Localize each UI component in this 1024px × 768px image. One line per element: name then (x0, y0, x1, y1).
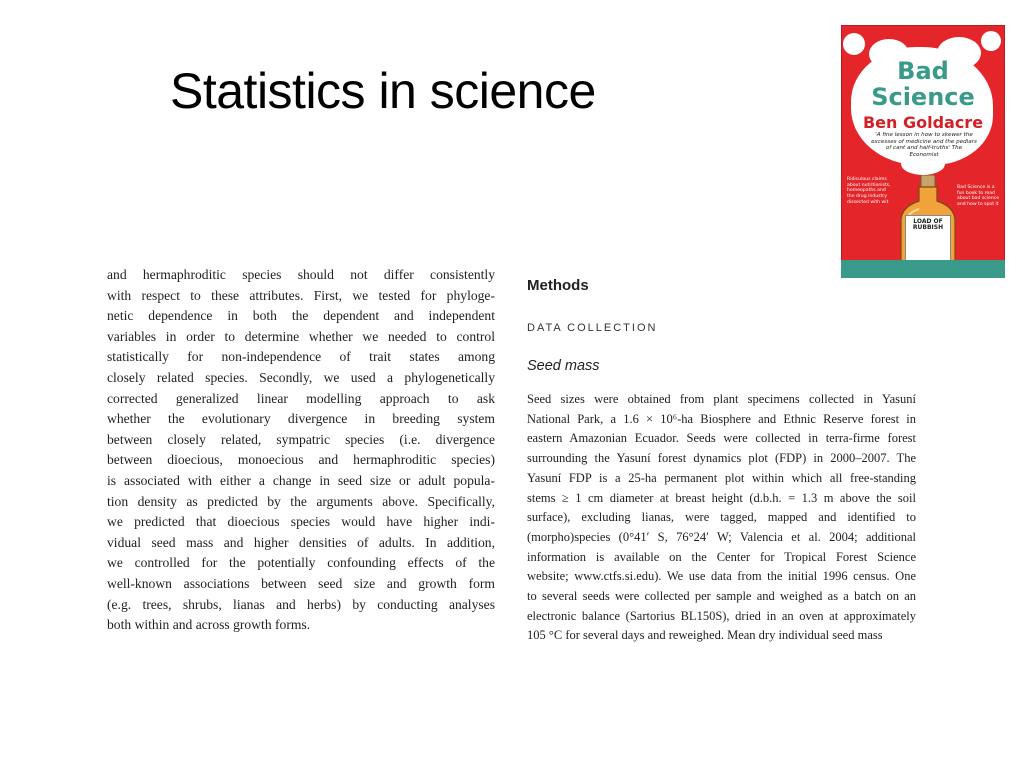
text-line: well-known associations between seed size and growth form (107, 575, 495, 591)
text-line: website; www.ctfs.si.edu). We use data from the initial 1996 census. One (527, 569, 916, 584)
text-line: information is available on the Center for Tropical Forest Science (527, 549, 916, 564)
seed-mass-heading: Seed mass (527, 358, 600, 374)
text-line: and hermaphroditic species should not differ consistently (107, 267, 495, 282)
cover-left-blurb: Ridiculous claims about nutritionists, homeopaths and the drug industry dissected with wit (847, 177, 891, 205)
data-collection-subheading: DATA COLLECTION (527, 322, 658, 334)
bottle-label-line2: RUBBISH (912, 224, 944, 232)
left-text-column (107, 265, 495, 636)
text-line: closely related species. Secondly, we used a phylogenetically (107, 369, 495, 385)
text-line: (morpho)species (0°41′ S, 76°24′ W; Valencia et al. 2004; additional (527, 529, 916, 544)
text-line: 105 °C for several days and reweighed. Mean dry individual seed mass (527, 628, 883, 643)
text-line: eastern Amazonian Ecuador. Seeds were collected in terra-firme forest (527, 431, 916, 446)
text-line: (e.g. trees, shrubs, lianas and herbs) by conducting analyses (107, 596, 495, 612)
text-line: netic dependence in both the dependent and independent (107, 308, 495, 324)
cover-bottom-strip (841, 260, 1005, 278)
text-line: with respect to these attributes. First, we tested for phyloge- (107, 287, 495, 303)
text-line: electronic balance (Sartorius BL150S), dried in an oven at approximately (527, 608, 916, 623)
right-text-column (527, 390, 916, 646)
methods-heading: Methods (527, 277, 589, 294)
text-line: statistically for non-independence of trait states among (107, 349, 495, 365)
cover-title-line2: Science (871, 83, 975, 111)
cover-right-blurb: Bad Science is a fun book to read about bad science and how to spot it (957, 185, 1000, 208)
text-line: National Park, a 1.6 × 10⁶-ha Biosphere and Ethnic Reserve forest in (527, 411, 916, 426)
text-line: surface), excluding lianas, were tagged, mapped and identified to (527, 510, 916, 525)
text-line: vidual seed mass and higher densities of adults. In addition, (107, 534, 495, 550)
text-line: corrected generalized linear modelling approach to ask (107, 390, 495, 406)
cover-author: Ben Goldacre (862, 113, 984, 132)
bottle-label (905, 215, 951, 265)
cloud-bump (843, 33, 865, 55)
text-line: is associated with either a change in seed size or adult popula- (107, 472, 495, 488)
text-line: surrounding the Yasuní forest dynamics plot (FDP) in 2000–2007. The (527, 451, 916, 466)
cover-title-line1: Bad (897, 57, 949, 85)
text-line: variables in order to determine whether we needed to control (107, 328, 495, 344)
book-cover-image (841, 25, 1005, 278)
text-line: Seed sizes were obtained from plant specimens collected in Yasuní (527, 392, 916, 406)
text-line: between closely related, sympatric species (i.e. divergence (107, 431, 495, 447)
text-line: to several seeds were collected per sample and weighed as a batch on an (527, 589, 916, 604)
text-line: Yasuní FDP is a 25-ha permanent plot within which all free-standing (527, 470, 916, 485)
cloud-bump (981, 31, 1001, 51)
text-line: stems ≥ 1 cm diameter at breast height (d.b.h. = 1.3 m above the soil (527, 490, 916, 505)
bottle-label-line1: LOAD OF (913, 218, 943, 225)
slide-title: Statistics in science (170, 63, 596, 119)
text-line: between dioecious, monoecious and hermaphroditic species) (107, 452, 495, 468)
text-line: tion density as predicted by the arguments above. Specifically, (107, 493, 495, 509)
text-line: we controlled for the potentially confounding effects of the (107, 555, 495, 571)
cover-quote: 'A fine lesson in how to skewer the excesses of medicine and the pedlars of cant and half-truths' The Economist (871, 132, 977, 159)
text-line: we predicted that dioecious species would have higher indi- (107, 514, 495, 530)
text-line: whether the evolutionary divergence in breeding system (107, 411, 495, 427)
text-line: both within and across growth forms. (107, 617, 311, 633)
